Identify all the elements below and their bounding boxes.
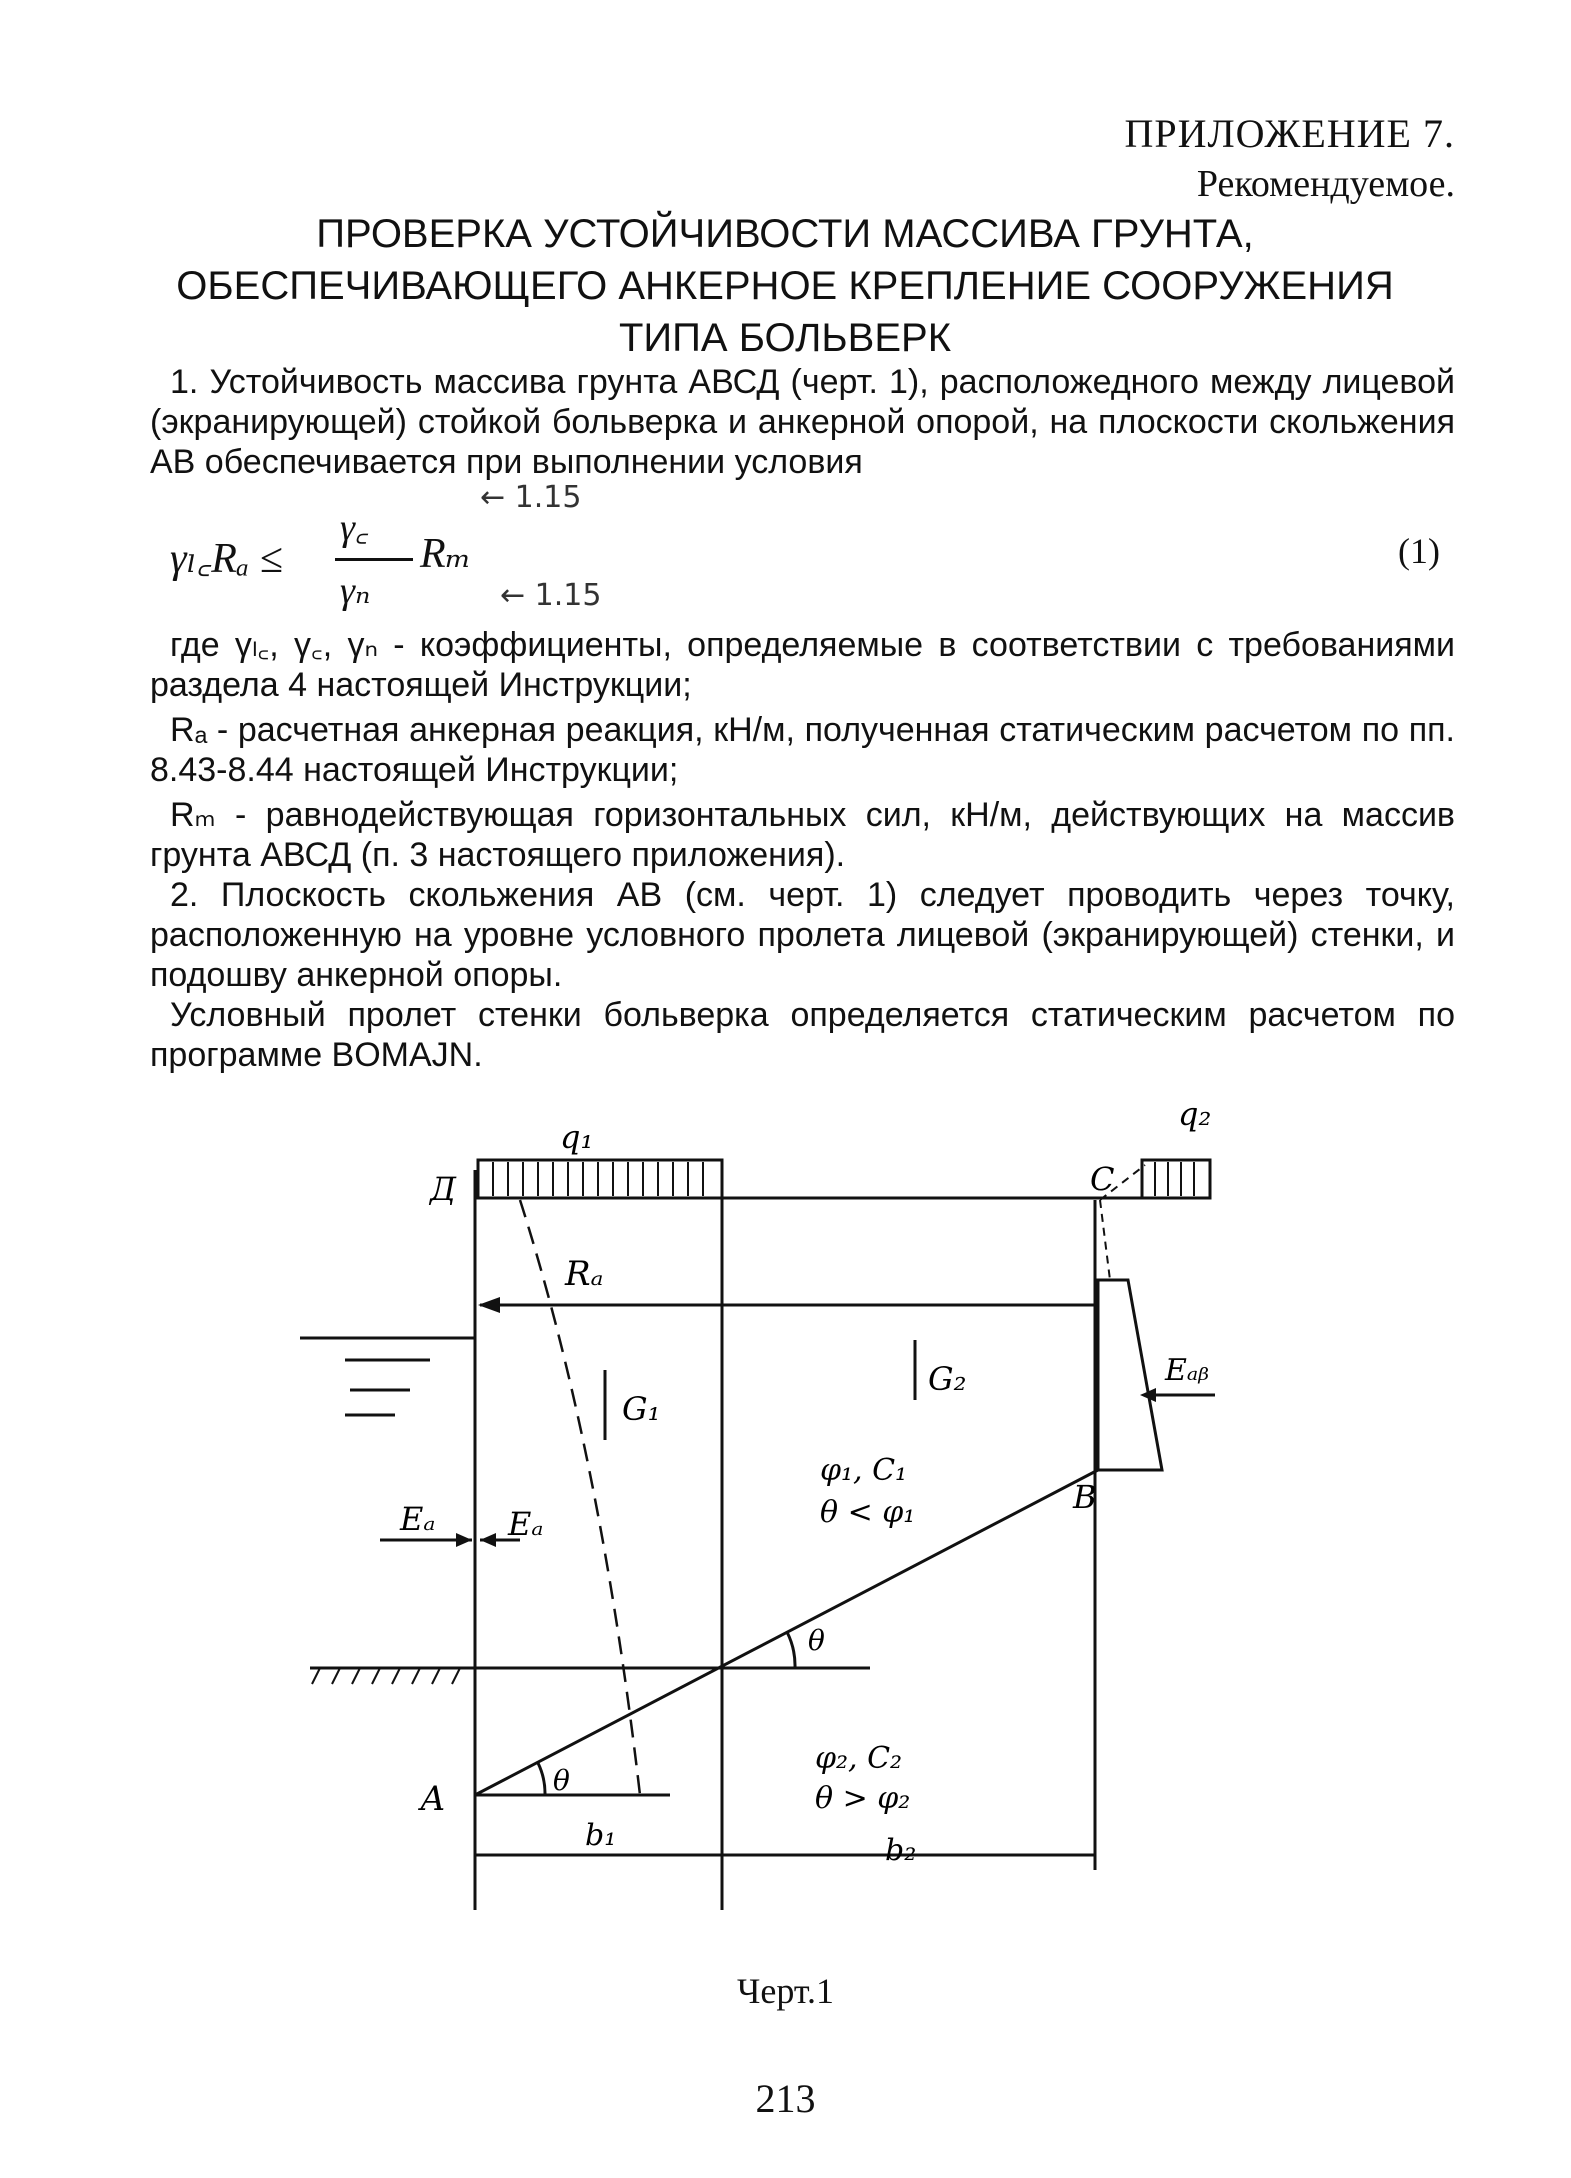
label-q1: q₁ [560,1118,594,1156]
label-d: Д [430,1170,457,1208]
paragraph-5: 2. Плоскость скольжения АВ (см. черт. 1) следует проводить через точку, расположенную на уровне условного пролета лицевой (экранирующей) стенки, и подошву анкерной опоры. [150,876,1455,994]
label-c: С [1090,1160,1115,1198]
theta-arc-upper [787,1632,795,1668]
label-q2: q₂ [1178,1095,1212,1133]
label-ea-left: Eₐ [400,1500,436,1538]
title-line-1: ПРОВЕРКА УСТОЙЧИВОСТИ МАССИВА ГРУНТА, [316,212,1254,256]
handwritten-note-bottom: ← 1.15 [500,578,602,613]
label-ra: Rₐ [565,1254,604,1294]
theta-arc-lower [538,1763,545,1795]
label-g1: G₁ [622,1390,661,1428]
label-g2: G₂ [928,1360,967,1398]
paragraph-1: 1. Устойчивость массива грунта АВСД (черт. 1), расположедного между лицевой (экранирующей) стойкой больверка и анкерной опорой, на плоскости скольжения АВ обеспечивается при выполнении условия [150,363,1455,481]
label-phi1: φ₁, C₁ [820,1453,908,1488]
paragraph-3: Rₐ - расчетная анкерная реакция, кН/м, полученная статическим расчетом по пп. 8.43-8.44 настоящей Инструкции; [150,711,1455,789]
anchor-plate [1098,1280,1162,1470]
label-b1: b₁ [585,1818,617,1853]
label-b2: b₂ [885,1833,917,1868]
paragraph-4: Rₘ - равнодействующая горизонтальных сил, кН/м, действующих на массив грунта АВСД (п. 3 настоящего приложения). [150,796,1455,874]
load-q1-box [478,1160,722,1198]
load-q2-hatch [1155,1162,1194,1196]
label-ea-right: Eₐ [508,1505,544,1543]
handwritten-note-top: ← 1.15 [480,480,582,515]
figure-caption: Черт.1 [737,1971,834,2011]
formula-rhs: Rₘ [420,531,472,577]
formula-denominator: γₙ [340,570,371,612]
title-line-2: ОБЕСПЕЧИВАЮЩЕГО АНКЕРНОЕ КРЕПЛЕНИЕ СООРУЖЕНИЯ [176,264,1394,308]
appendix-label: ПРИЛОЖЕНИЕ 7. [1124,111,1455,156]
formula-number: (1) [1398,531,1440,571]
label-theta-upper: θ [808,1624,825,1657]
page-number: 213 [755,2076,816,2121]
dredge-hatch [312,1668,460,1684]
label-theta-lt: θ < φ₁ [820,1495,916,1530]
label-theta-lower: θ [553,1764,570,1797]
title-line-3: ТИПА БОЛЬВЕРК [618,316,952,360]
label-a: А [420,1779,446,1819]
label-b: В [1073,1478,1097,1516]
anchor-arrowhead [478,1297,500,1313]
paragraph-6: Условный пролет стенки больверка определяется статическим расчетом по программе BOMAJN. [150,996,1455,1074]
load-q2-box [1142,1160,1210,1198]
anchor-dash-1 [1100,1200,1110,1280]
label-eab: Eₐᵦ [1165,1353,1210,1388]
label-theta-gt: θ > φ₂ [815,1781,911,1816]
formula-numerator: γ꜀ [340,507,369,549]
paragraph-2: где γₗ꜀, γ꜀, γₙ - коэффициенты, определяемые в соответствии с требованиями раздела 4 настоящей Инструкции; [150,626,1455,704]
recommended-label: Рекомендуемое. [1196,163,1455,205]
ea-left-arrowhead [456,1533,472,1547]
formula-lhs: γₗ꜀Rₐ ≤ [170,536,283,582]
ea-right-arrowhead [480,1533,496,1547]
label-phi2: φ₂, C₂ [815,1741,903,1776]
load-q1-hatch [493,1162,703,1196]
